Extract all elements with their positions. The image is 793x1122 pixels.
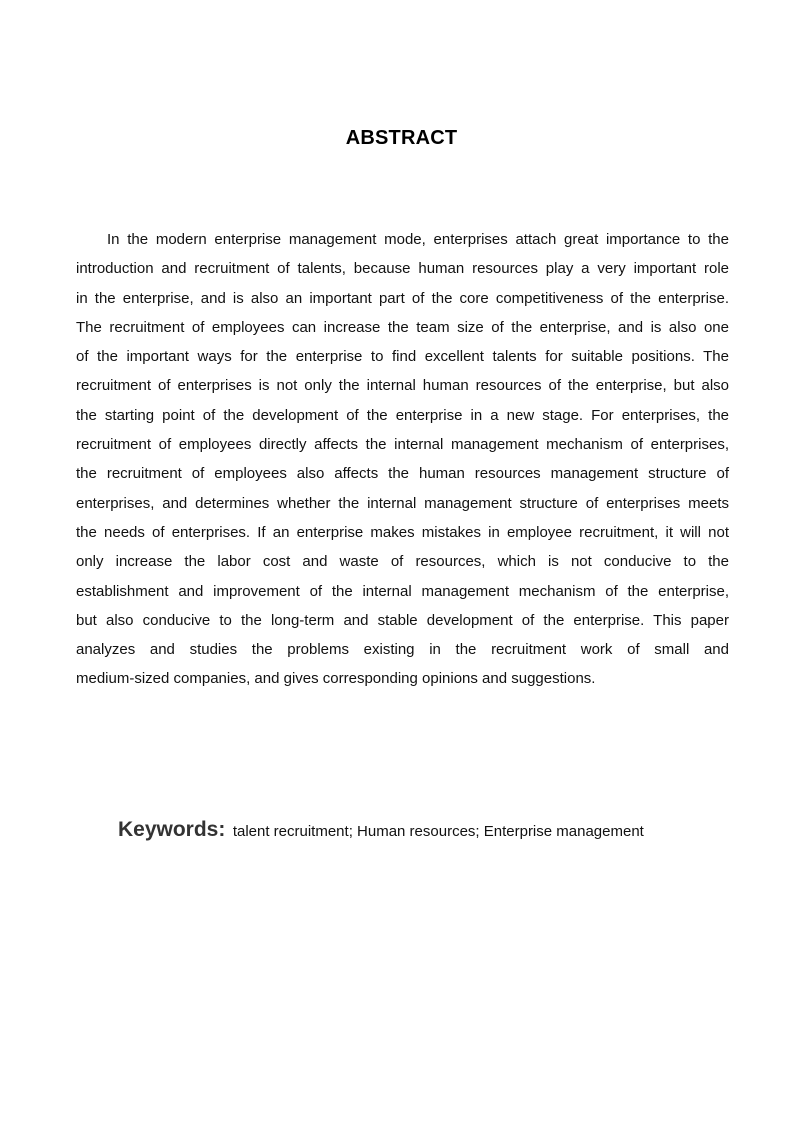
abstract-line: but also conducive to the long-term and stable development of the enterprise. This paper [76,611,729,629]
abstract-line: only increase the labor cost and waste of resources, which is not conducive to the [76,553,729,571]
abstract-line: the recruitment of employees also affects the human resources management structure of [76,465,729,483]
keywords [118,818,644,842]
abstract-body [76,229,729,698]
abstract-line: The recruitment of employees can increase the team size of the enterprise, and is also one [76,318,729,336]
abstract-line: analyzes and studies the problems existing in the recruitment work of small and [76,641,729,659]
abstract-line: the needs of enterprises. If an enterprise makes mistakes in employee recruitment, it will not [76,523,729,541]
abstract-line: the starting point of the development of the enterprise in a new stage. For enterprises, the [76,406,729,424]
abstract-line: in the enterprise, and is also an important part of the core competitiveness of the enterprise. [76,289,729,307]
abstract-line: introduction and recruitment of talents, because human resources play a very important role [76,260,729,278]
abstract-line: recruitment of employees directly affects the internal management mechanism of enterprises, [76,436,729,454]
abstract-title: ABSTRACT [345,127,458,149]
abstract-line: In the modern enterprise management mode, enterprises attach great importance to the [107,231,729,248]
abstract-line: of the important ways for the enterprise to find excellent talents for suitable positions. The [76,348,729,366]
abstract-line: establishment and improvement of the internal management mechanism of the enterprise, [76,582,729,600]
abstract-line: recruitment of enterprises is not only the internal human resources of the enterprise, but also [76,377,729,395]
abstract-line: medium-sized companies, and gives corresponding opinions and suggestions. [76,670,596,688]
abstract-line: enterprises, and determines whether the internal management structure of enterprises meets [76,494,729,512]
keywords-label: Keywords: [118,818,226,841]
keywords-value: talent recruitment; Human resources; Enterprise management [232,823,644,840]
